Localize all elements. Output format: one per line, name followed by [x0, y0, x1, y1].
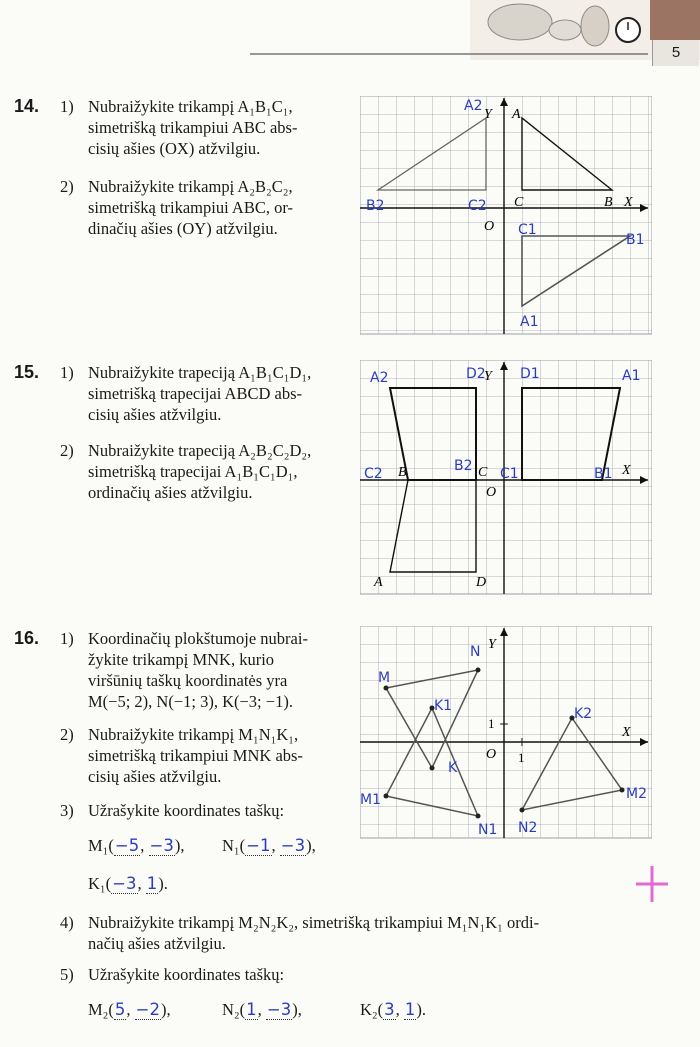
- hand-label-c1: C1: [500, 466, 519, 482]
- exercise-15-task-1: [60, 362, 360, 425]
- label-c: C: [478, 465, 488, 480]
- exercise-16-task-5: [60, 964, 660, 985]
- point-label: M₁(: [88, 836, 114, 855]
- task-line: Nubraižykite trikampį A₁B₁C₁,: [88, 97, 293, 116]
- task-line: M(−5; 2), N(−1; 3), K(−3; −1).: [88, 692, 293, 711]
- task-line: simetrišką trikampiui ABC abs-: [88, 118, 298, 137]
- exercise-14-task-2: [60, 176, 360, 239]
- answer-n2: N₂(1, −3),: [222, 1000, 302, 1019]
- hand-label-m: M: [378, 670, 391, 686]
- answer-k2: K₂(3, 1).: [360, 1000, 427, 1019]
- exercise-14-grid: [360, 96, 652, 336]
- task-number: 3): [60, 801, 74, 820]
- hand-label-d2: D2: [466, 366, 486, 382]
- label-a: A: [374, 575, 383, 590]
- point-label: N₂(: [222, 1000, 246, 1019]
- label-y: Y: [484, 369, 492, 384]
- exercise-15-number: 15.: [14, 362, 40, 382]
- task-line: načių ašies atžvilgiu.: [88, 934, 226, 953]
- task-number: 2): [60, 441, 74, 460]
- exercise-14-task-1: [60, 96, 360, 159]
- label-c: C: [514, 195, 524, 210]
- hand-label-m2: M2: [626, 786, 647, 802]
- label-one-y: 1: [488, 716, 495, 731]
- label-one-x: 1: [518, 750, 525, 765]
- hand-label-c2: C2: [468, 198, 487, 214]
- label-x: X: [622, 725, 631, 740]
- task-number: 4): [60, 913, 74, 932]
- answer-value: −3: [280, 836, 306, 855]
- answer-m2: M₂(5, −2),: [88, 1000, 171, 1019]
- point-label: K₁(: [88, 874, 112, 893]
- hand-label-b2: B2: [454, 458, 473, 474]
- hand-label-c2: C2: [364, 466, 383, 482]
- hand-label-n2: N2: [518, 820, 538, 836]
- answer-value: 1: [146, 874, 158, 893]
- answer-k1: K₁(−3, 1).: [88, 874, 168, 893]
- answer-value: −1: [246, 836, 271, 855]
- exercise-16-task-3: [60, 800, 360, 821]
- label-b: B: [398, 465, 407, 480]
- point-label: M₂(: [88, 1000, 114, 1019]
- exercise-15-grid: [360, 360, 652, 596]
- answer-value: −2: [135, 1000, 160, 1019]
- label-o: O: [486, 485, 497, 500]
- task-line: dinačių ašies (OY) atžvilgiu.: [88, 219, 278, 238]
- header-decoration: [0, 0, 700, 60]
- cup-illustration: [549, 20, 581, 40]
- hand-label-m1: M1: [360, 792, 381, 808]
- page-number: 5: [652, 40, 699, 66]
- hand-label-a2: A2: [464, 98, 483, 114]
- task-line: Nubraižykite trikampį A₂B₂C₂,: [88, 177, 293, 196]
- hand-label-c1: C1: [518, 222, 537, 238]
- exercise-16-grid: [360, 626, 652, 840]
- hand-label-b1: B1: [594, 466, 613, 482]
- answer-value: 1: [404, 1000, 416, 1019]
- label-x: X: [622, 463, 631, 478]
- task-line: simetrišką trikampiui ABC, or-: [88, 198, 293, 217]
- task-line: Nubraižykite trikampį M₂N₂K₂, simetrišką trikampiui M₁N₁K₁ ordi-: [88, 913, 540, 932]
- label-y: Y: [488, 637, 496, 652]
- label-a: A: [512, 107, 521, 122]
- exercise-16-number: 16.: [14, 628, 40, 648]
- hand-label-k2: K2: [574, 706, 593, 722]
- exercise-14-number: 14.: [14, 96, 40, 116]
- task-line: žykite trikampį MNK, kurio: [88, 650, 275, 669]
- answer-value: 3: [384, 1000, 395, 1019]
- task-line: Nubraižykite trikampį M₁N₁K₁,: [88, 725, 299, 744]
- task-number: 1): [60, 629, 74, 648]
- hand-label-k: K: [448, 760, 458, 776]
- answer-value: −3: [149, 836, 174, 855]
- task-number: 2): [60, 725, 74, 744]
- answer-value: −3: [112, 874, 137, 893]
- task-number: 5): [60, 965, 74, 984]
- label-o: O: [484, 219, 495, 234]
- hand-label-n1: N1: [478, 822, 498, 838]
- label-d: D: [476, 575, 487, 590]
- answer-n1: N₁(−1, −3),: [222, 836, 316, 855]
- hand-label-k1: K1: [434, 698, 453, 714]
- task-line: viršūnių taškų koordinatės yra: [88, 671, 288, 690]
- answer-value: −5: [114, 836, 140, 855]
- hand-label-n: N: [470, 644, 481, 660]
- task-line: simetrišką trapecijai A₁B₁C₁D₁,: [88, 462, 298, 481]
- point-label: K₂(: [360, 1000, 384, 1019]
- task-line: Užrašykite koordinates taškų:: [88, 965, 285, 984]
- label-y: Y: [484, 107, 492, 122]
- task-number: 1): [60, 97, 74, 116]
- exercise-16-task-1: [60, 628, 360, 712]
- task-line: simetrišką trapecijai ABCD abs-: [88, 384, 302, 403]
- exercise-15-task-2: [60, 440, 360, 503]
- task-line: Nubraižykite trapeciją A₂B₂C₂D₂,: [88, 441, 312, 460]
- task-line: Užrašykite koordinates taškų:: [88, 801, 285, 820]
- label-o: O: [486, 747, 497, 762]
- label-b: B: [604, 195, 613, 210]
- task-line: Nubraižykite trapeciją A₁B₁C₁D₁,: [88, 363, 312, 382]
- exercise-16-task-4: [60, 912, 660, 954]
- answer-value: 1: [246, 1000, 257, 1019]
- vase-illustration: [581, 6, 609, 46]
- point-label: N₁(: [222, 836, 246, 855]
- task-line: Koordinačių plokštumoje nubrai-: [88, 629, 308, 648]
- label-x: X: [624, 195, 633, 210]
- task-line: ordinačių ašies atžvilgiu.: [88, 483, 253, 502]
- hand-label-a2: A2: [370, 370, 389, 386]
- answer-value: 5: [114, 1000, 126, 1019]
- answer-value: −3: [266, 1000, 292, 1019]
- task-number: 1): [60, 363, 74, 382]
- task-line: simetrišką trikampiui MNK abs-: [88, 746, 303, 765]
- task-line: cisių ašies (OX) atžvilgiu.: [88, 139, 261, 158]
- task-number: 2): [60, 177, 74, 196]
- hand-label-b2: B2: [366, 198, 385, 214]
- hand-label-d1: D1: [520, 366, 540, 382]
- task-line: cisių ašies atžvilgiu.: [88, 767, 222, 786]
- marker-plus-mark: [632, 862, 672, 906]
- hand-label-a1: A1: [520, 314, 539, 330]
- hand-label-b1: B1: [626, 232, 645, 248]
- answer-m1: M₁(−5, −3),: [88, 836, 185, 855]
- task-line: cisių ašies atžvilgiu.: [88, 405, 222, 424]
- teapot-illustration: [488, 4, 552, 40]
- exercise-16-task-2: [60, 724, 360, 787]
- hand-label-a1: A1: [622, 368, 641, 384]
